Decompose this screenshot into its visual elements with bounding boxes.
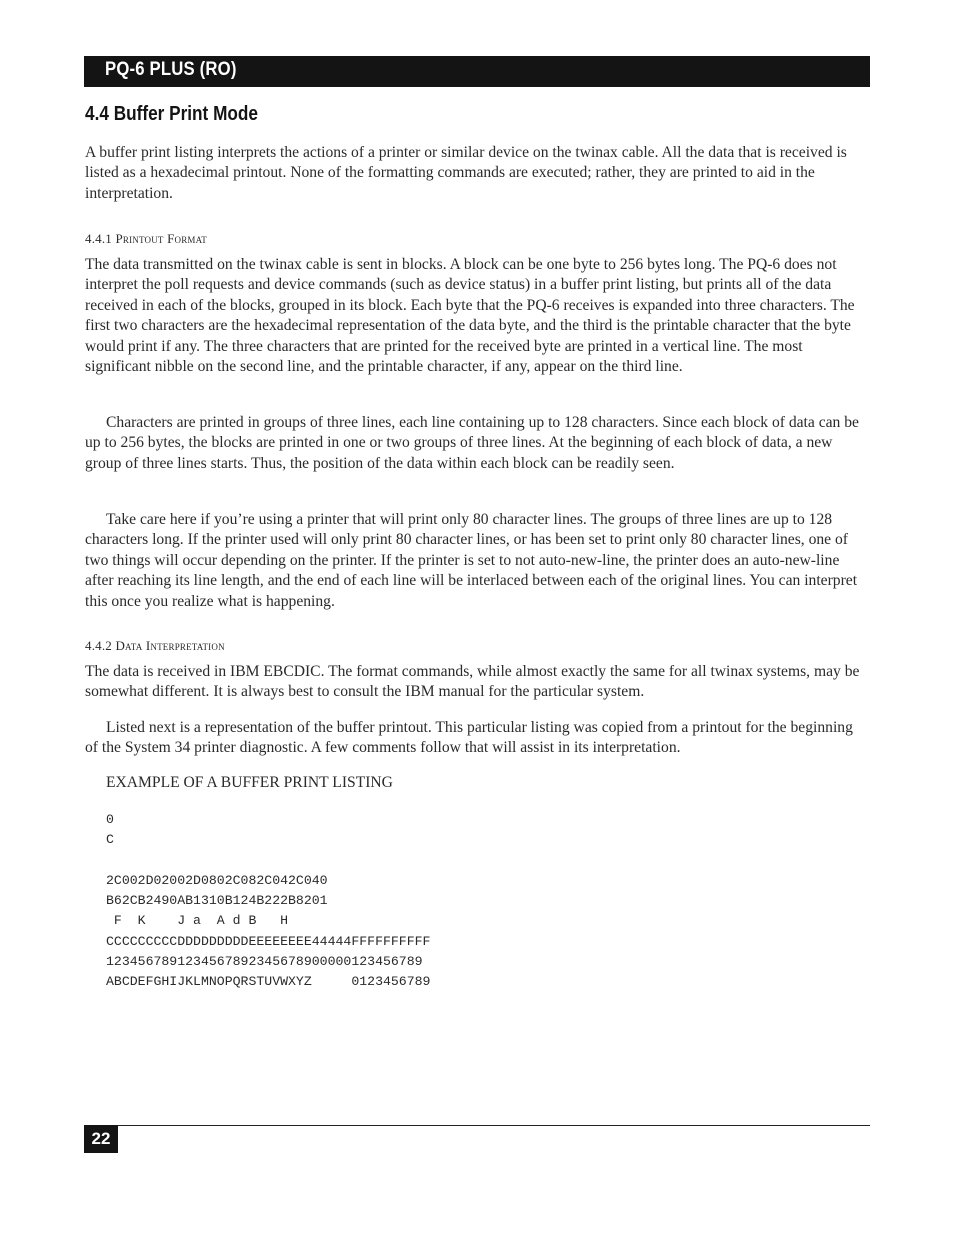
listing-block-2: 2C002D02002D0802C082C042C040 B62CB2490AB1310B124B222B8201 F K J a A d B H CCCCCCCCCDDDDDDDDDEEEEEEEE44444FFFFFFFFFF 1234567891234567892345678900000123456789 ABCDEFGHIJKLMNOPQRSTUVWXYZ 0123456789 bbox=[106, 873, 431, 990]
footer-rule bbox=[84, 1125, 870, 1126]
printout-format-paragraph-2: Characters are printed in groups of three lines, each line containing up to 128 characters. Since each block of data can be up to 256 bytes, the blocks are printed in one or two groups of three lines. At the beginning of each block of data, a new group of three lines starts. Thus, the position of the data within each block can be readily seen. bbox=[85, 414, 859, 472]
subheading-number: 4.4.2 bbox=[85, 638, 112, 653]
section-title: 4.4 Buffer Print Mode bbox=[85, 103, 258, 125]
printout-format-paragraph-3: Take care here if you’re using a printer that will print only 80 character lines. The groups of three lines are up to 128 characters long. If the printer used will only print 80 character lines, or has been set to print only 80 character lines, one of two things will occur depending on the printer. If the printer is set to not auto-new-line, the printer does an auto-new-line after reaching its line length, and the end of each line will be interlaced between each of the original lines. You can interpret this once you realize what is happening. bbox=[85, 511, 858, 610]
data-interpretation-paragraph-2: Listed next is a representation of the buffer printout. This particular listing was copied from a printout for the beginning of the System 34 printer diagnostic. A few comments follow that will assist in its interpretation. bbox=[85, 719, 853, 757]
intro-paragraph: A buffer print listing interprets the actions of a printer or similar device on the twinax cable. All the data that is received is listed as a hexadecimal printout. None of the formatting commands are executed; rather, they are printed to aid in the interpretation. bbox=[85, 144, 847, 202]
page-number: 22 bbox=[84, 1125, 118, 1153]
running-header-title: PQ-6 PLUS (RO) bbox=[105, 59, 237, 80]
subheading-number: 4.4.1 bbox=[85, 231, 112, 246]
printout-format-paragraph-1: The data transmitted on the twinax cable is sent in blocks. A block can be one byte to 256 bytes long. The PQ-6 does not interpret the poll requests and device commands (such as device status) in a buffer print listing, but prints all of the data received in each of the blocks, grouped in its block. Each byte that the PQ-6 receives is expanded into three characters. The first two characters are the hexadecimal representation of the data byte, and the third is the printable character that the byte would print if any. The three characters that are printed for the received byte are printed in a vertical line. The most significant nibble on the second line, and the printable character, if any, appear on the third line. bbox=[85, 256, 855, 376]
example-caption: EXAMPLE OF A BUFFER PRINT LISTING bbox=[106, 774, 393, 791]
listing-block-1: 0 C bbox=[106, 812, 114, 848]
header-bar bbox=[84, 56, 870, 87]
subheading-data-interpretation bbox=[85, 638, 225, 654]
data-interpretation-paragraph-1: The data is received in IBM EBCDIC. The format commands, while almost exactly the same for all twinax systems, may be somewhat different. It is always best to consult the IBM manual for the particular system. bbox=[85, 663, 860, 701]
subheading-title: Data Interpretation bbox=[115, 638, 225, 653]
subheading-printout-format bbox=[85, 231, 207, 247]
subheading-title: Printout Format bbox=[115, 231, 207, 246]
